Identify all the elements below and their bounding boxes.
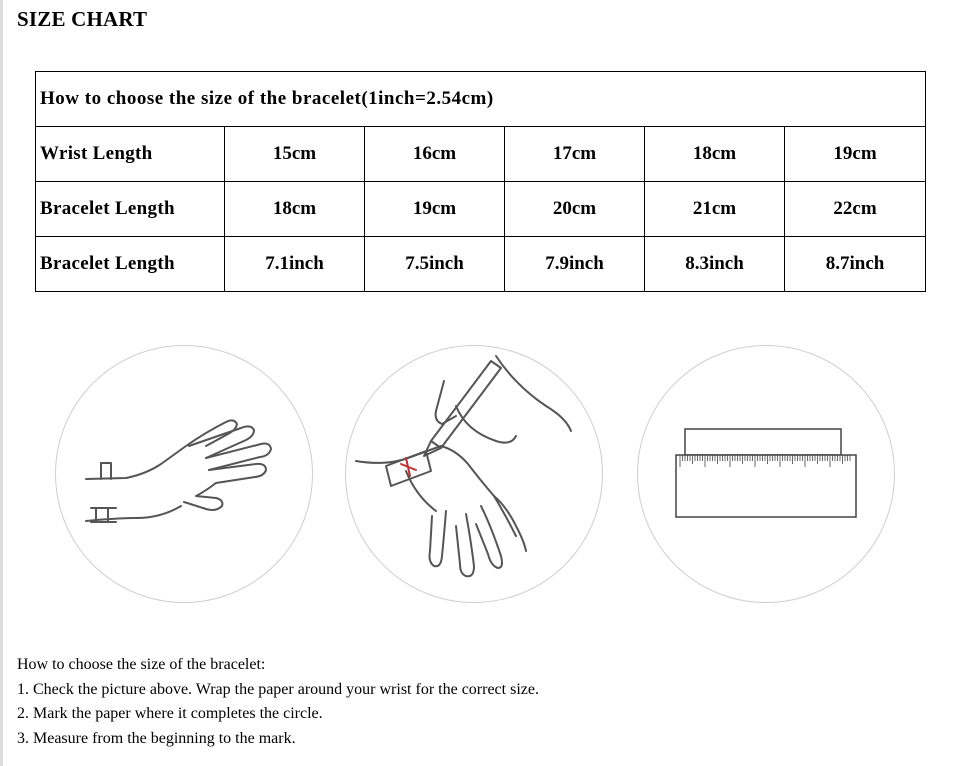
table-cell: 16cm xyxy=(365,127,505,182)
table-cell: 21cm xyxy=(645,182,785,237)
table-header: How to choose the size of the bracelet(1inch=2.54cm) xyxy=(36,72,926,127)
table-cell: 8.3inch xyxy=(645,237,785,292)
pen-marking-wrist-icon xyxy=(346,346,603,603)
instruction-step: 2. Mark the paper where it completes the circle. xyxy=(17,705,323,722)
table-cell: 7.9inch xyxy=(505,237,645,292)
table-cell: 22cm xyxy=(785,182,926,237)
illustration-circle-1 xyxy=(55,345,313,603)
table-cell: 15cm xyxy=(225,127,365,182)
table-cell: 19cm xyxy=(785,127,926,182)
table-row-wrist-length xyxy=(36,127,926,182)
table-cell: 19cm xyxy=(365,182,505,237)
table-row-bracelet-length-inch xyxy=(36,237,926,292)
instruction-step: 1. Check the picture above. Wrap the paper around your wrist for the correct size. xyxy=(17,680,539,698)
ruler-icon xyxy=(638,346,895,603)
table-cell: 7.1inch xyxy=(225,237,365,292)
instructions xyxy=(17,653,539,751)
instructions-heading: How to choose the size of the bracelet: xyxy=(17,656,266,673)
size-chart-table xyxy=(35,71,926,292)
left-edge-rule xyxy=(0,0,3,766)
instruction-step: 3. Measure from the beginning to the mark. xyxy=(17,729,296,747)
row-label: Bracelet Length xyxy=(36,182,225,237)
row-label: Bracelet Length xyxy=(36,237,225,292)
table-cell: 20cm xyxy=(505,182,645,237)
table-header-row xyxy=(36,72,926,127)
table-cell: 7.5inch xyxy=(365,237,505,292)
hand-with-paper-strip-icon xyxy=(56,346,313,603)
table-cell: 18cm xyxy=(645,127,785,182)
illustration-circle-3 xyxy=(637,345,895,603)
table-cell: 18cm xyxy=(225,182,365,237)
table-cell: 8.7inch xyxy=(785,237,926,292)
illustration-circle-2 xyxy=(345,345,603,603)
table-cell: 17cm xyxy=(505,127,645,182)
table-row-bracelet-length-cm xyxy=(36,182,926,237)
page-title: SIZE CHART xyxy=(17,7,148,31)
row-label: Wrist Length xyxy=(36,127,225,182)
